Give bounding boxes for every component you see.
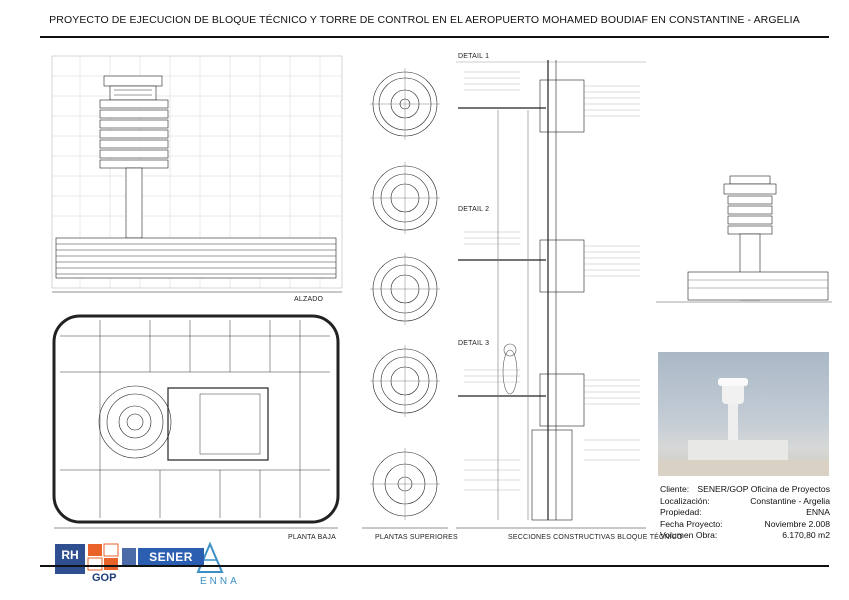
sener-logo: SENER [138, 548, 204, 566]
localizacion-key: Localización: [660, 495, 710, 506]
bottom-rule [40, 565, 829, 567]
detail-3-label: DETAIL 3 [458, 340, 490, 347]
fecha-key: Fecha Proyecto: [660, 518, 723, 529]
sener-logo-mark [122, 548, 136, 566]
rh-logo: RH [55, 544, 85, 574]
detail-1-label: DETAIL 1 [458, 53, 490, 60]
secciones-label: SECCIONES CONSTRUCTIVAS BLOQUE TÉCNICO [508, 534, 683, 541]
enna-logo-text: ENNA [200, 576, 240, 587]
planta-baja-label: PLANTA BAJA [288, 534, 336, 541]
fecha-value: Noviembre 2.008 [764, 518, 830, 529]
volumen-key: Volumen Obra: [660, 530, 718, 540]
alzado-label: ALZADO [294, 296, 324, 303]
volumen-value: 6.170,80 m2 [782, 530, 830, 540]
cliente-value: SENER/GOP Oficina de Proyectos [697, 484, 830, 494]
detail-2-label: DETAIL 2 [458, 206, 490, 213]
plantas-superiores-label: PLANTAS SUPERIORES [375, 534, 458, 541]
propiedad-value: ENNA [806, 507, 830, 517]
propiedad-key: Propiedad: [660, 507, 702, 517]
sheet-title: PROYECTO DE EJECUCION DE BLOQUE TÉCNICO Y TORRE DE CONTROL EN EL AEROPUERTO MOHAMED BOUDIAF EN CONSTANTINE - ARGELIA [49, 14, 800, 26]
gop-logo-text: GOP [92, 572, 117, 584]
cliente-key: Cliente: [660, 484, 690, 494]
localizacion-value: Constantine - Argelia [750, 495, 830, 506]
